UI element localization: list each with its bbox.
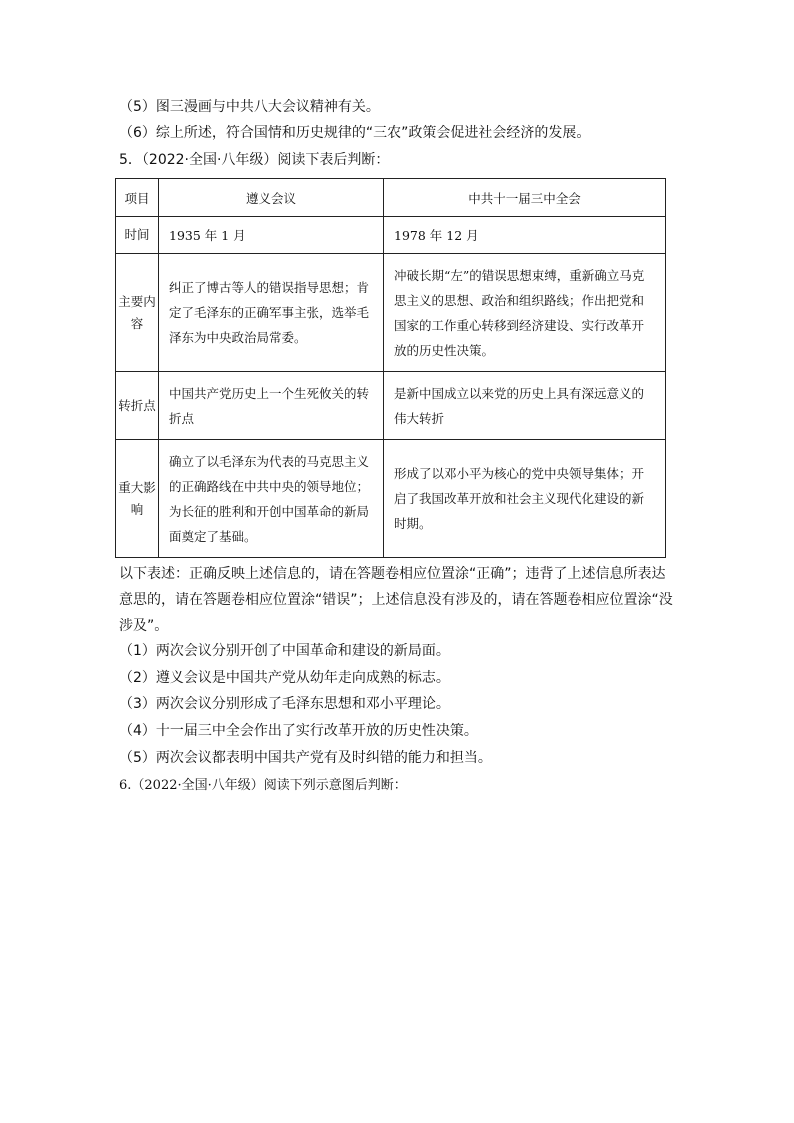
pre-item-6: （6）综上所述，符合国情和历史规律的“三农”政策会促进社会经济的发展。 [119, 125, 591, 141]
cell-zunyi: 纠正了博古等人的错误指导思想；肯定了毛泽东的正确军事主张，选举毛泽东为中央政治局常委。 [159, 254, 384, 372]
cell-third-plenum: 形成了以邓小平为核心的党中央领导集体；开启了我国改革开放和社会主义现代化建设的新时期。 [384, 440, 666, 558]
cell-third-plenum: 是新中国成立以来党的历史上具有深远意义的伟大转折 [384, 372, 666, 440]
row-label: 主要内容 [116, 254, 159, 372]
table-row [116, 217, 666, 254]
header-item: 项目 [116, 179, 159, 217]
table-row [116, 440, 666, 558]
cell-zunyi: 中国共产党历史上一个生死攸关的转折点 [159, 372, 384, 440]
row-label: 转折点 [116, 372, 159, 440]
statement-4: （4）十一届三中全会作出了实行改革开放的历史性决策。 [119, 723, 478, 739]
comparison-table [115, 178, 666, 558]
cell-zunyi: 1935 年 1 月 [159, 217, 384, 254]
question-6-title: 6.（2022·全国·八年级）阅读下列示意图后判断： [119, 778, 407, 793]
cell-zunyi: 确立了以毛泽东为代表的马克思主义的正确路线在中共中央的领导地位；为长征的胜利和开创中国革命的新局面奠定了基础。 [159, 440, 384, 558]
question-5-instruction: 以下表述：正确反映上述信息的，请在答题卷相应位置涂“正确”；违背了上述信息所表达意思的，请在答题卷相应位置涂“错误”；上述信息没有涉及的，请在答题卷相应位置涂“没涉及”。 [119, 566, 673, 634]
cell-third-plenum: 冲破长期“左”的错误思想束缚，重新确立马克思主义的思想、政治和组织路线；作出把党和国家的工作重心转移到经济建设、实行改革开放的历史性决策。 [384, 254, 666, 372]
table-header-row [116, 179, 666, 217]
table-row [116, 372, 666, 440]
question-5-title: 5．（2022·全国·八年级）阅读下表后判断： [119, 152, 390, 168]
cell-third-plenum: 1978 年 12 月 [384, 217, 666, 254]
header-third-plenum: 中共十一届三中全会 [384, 179, 666, 217]
statement-1: （1）两次会议分别开创了中国革命和建设的新局面。 [119, 643, 450, 659]
statement-3: （3）两次会议分别形成了毛泽东思想和邓小平理论。 [119, 696, 450, 712]
statement-2: （2）遵义会议是中国共产党从幼年走向成熟的标志。 [119, 670, 450, 686]
pre-item-5: （5）图三漫画与中共八大会议精神有关。 [119, 99, 380, 115]
row-label: 重大影响 [116, 440, 159, 558]
table-row [116, 254, 666, 372]
statement-5: （5）两次会议都表明中国共产党有及时纠错的能力和担当。 [119, 750, 492, 766]
row-label: 时间 [116, 217, 159, 254]
header-zunyi: 遵义会议 [159, 179, 384, 217]
